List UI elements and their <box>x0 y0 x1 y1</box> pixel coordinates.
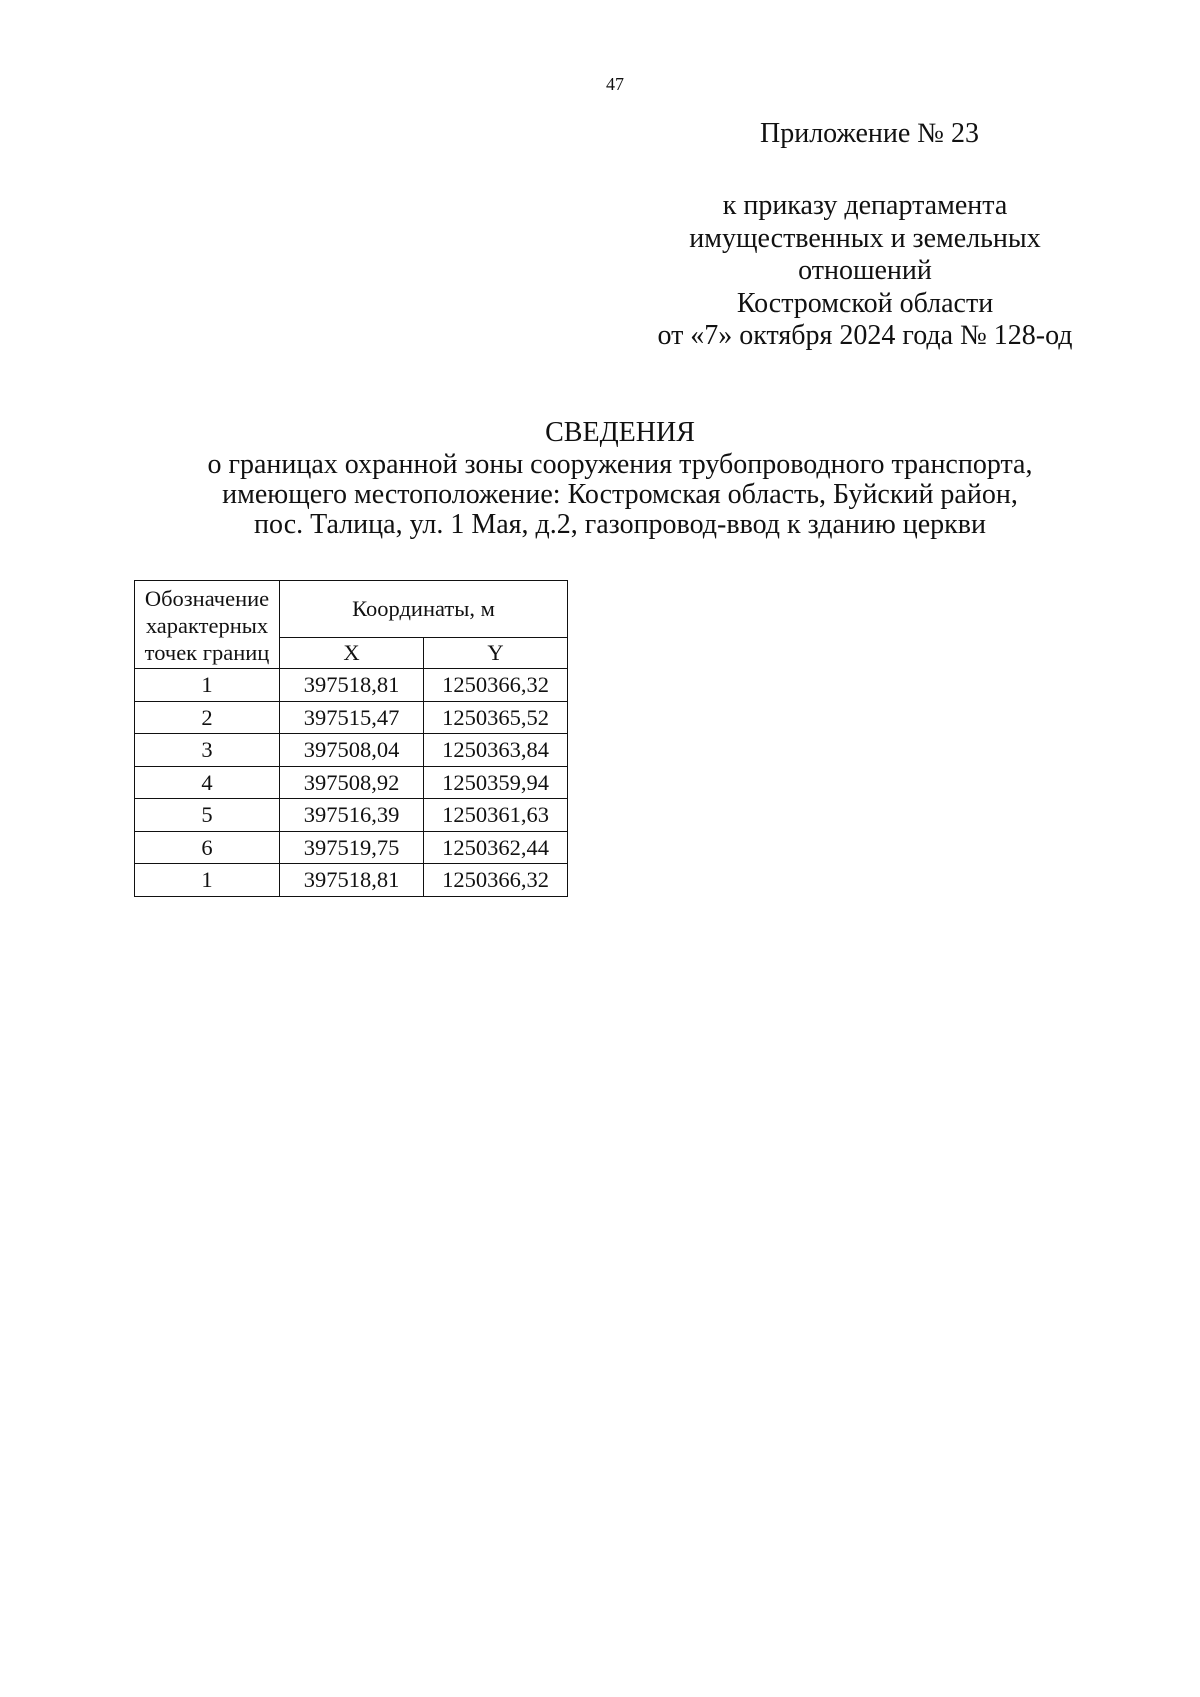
x-column-header: X <box>280 637 424 668</box>
x-cell: 397516,39 <box>280 799 424 832</box>
y-cell: 1250366,32 <box>424 669 568 702</box>
point-cell: 4 <box>135 766 280 799</box>
coordinates-table <box>134 580 568 897</box>
table-row <box>135 799 568 832</box>
y-cell: 1250365,52 <box>424 701 568 734</box>
coordinates-column-header: Координаты, м <box>280 581 568 638</box>
y-cell: 1250361,63 <box>424 799 568 832</box>
table-row <box>135 734 568 767</box>
x-cell: 397508,04 <box>280 734 424 767</box>
table-header-row <box>135 581 568 638</box>
order-line: от «7» октября 2024 года № 128-од <box>657 320 1073 351</box>
point-header-line: точек границ <box>144 640 270 665</box>
x-cell: 397515,47 <box>280 701 424 734</box>
heading-line: о границах охранной зоны сооружения трубопроводного транспорта, <box>207 449 1033 480</box>
x-cell: 397508,92 <box>280 766 424 799</box>
table-row <box>135 864 568 897</box>
heading-line: пос. Талица, ул. 1 Мая, д.2, газопровод-ввод к зданию церкви <box>254 509 986 540</box>
table-row <box>135 831 568 864</box>
point-header-line: Обозначение <box>144 586 270 611</box>
y-cell: 1250362,44 <box>424 831 568 864</box>
x-cell: 397519,75 <box>280 831 424 864</box>
heading-line: имеющего местоположение: Костромская область, Буйский район, <box>222 479 1018 510</box>
table-row <box>135 766 568 799</box>
y-cell: 1250363,84 <box>424 734 568 767</box>
point-cell: 1 <box>135 864 280 897</box>
y-cell: 1250359,94 <box>424 766 568 799</box>
table-row <box>135 669 568 702</box>
x-cell: 397518,81 <box>280 864 424 897</box>
order-line: имущественных и земельных <box>689 222 1041 254</box>
order-line: к приказу департамента <box>722 190 1008 221</box>
order-line: отношений <box>798 255 932 286</box>
heading-title: СВЕДЕНИЯ <box>545 417 695 448</box>
page-number: 47 <box>606 74 624 94</box>
point-header-line: характерных <box>145 613 269 638</box>
order-reference <box>640 190 1090 353</box>
point-cell: 5 <box>135 799 280 832</box>
document-heading <box>0 418 1200 540</box>
point-cell: 2 <box>135 701 280 734</box>
point-column-header <box>135 581 280 669</box>
order-line: Костромской области <box>736 287 994 319</box>
y-column-header: Y <box>424 637 568 668</box>
point-cell: 3 <box>135 734 280 767</box>
x-cell: 397518,81 <box>280 669 424 702</box>
table-row <box>135 701 568 734</box>
point-cell: 6 <box>135 831 280 864</box>
appendix-title: Приложение № 23 <box>760 118 979 149</box>
y-cell: 1250366,32 <box>424 864 568 897</box>
point-cell: 1 <box>135 669 280 702</box>
